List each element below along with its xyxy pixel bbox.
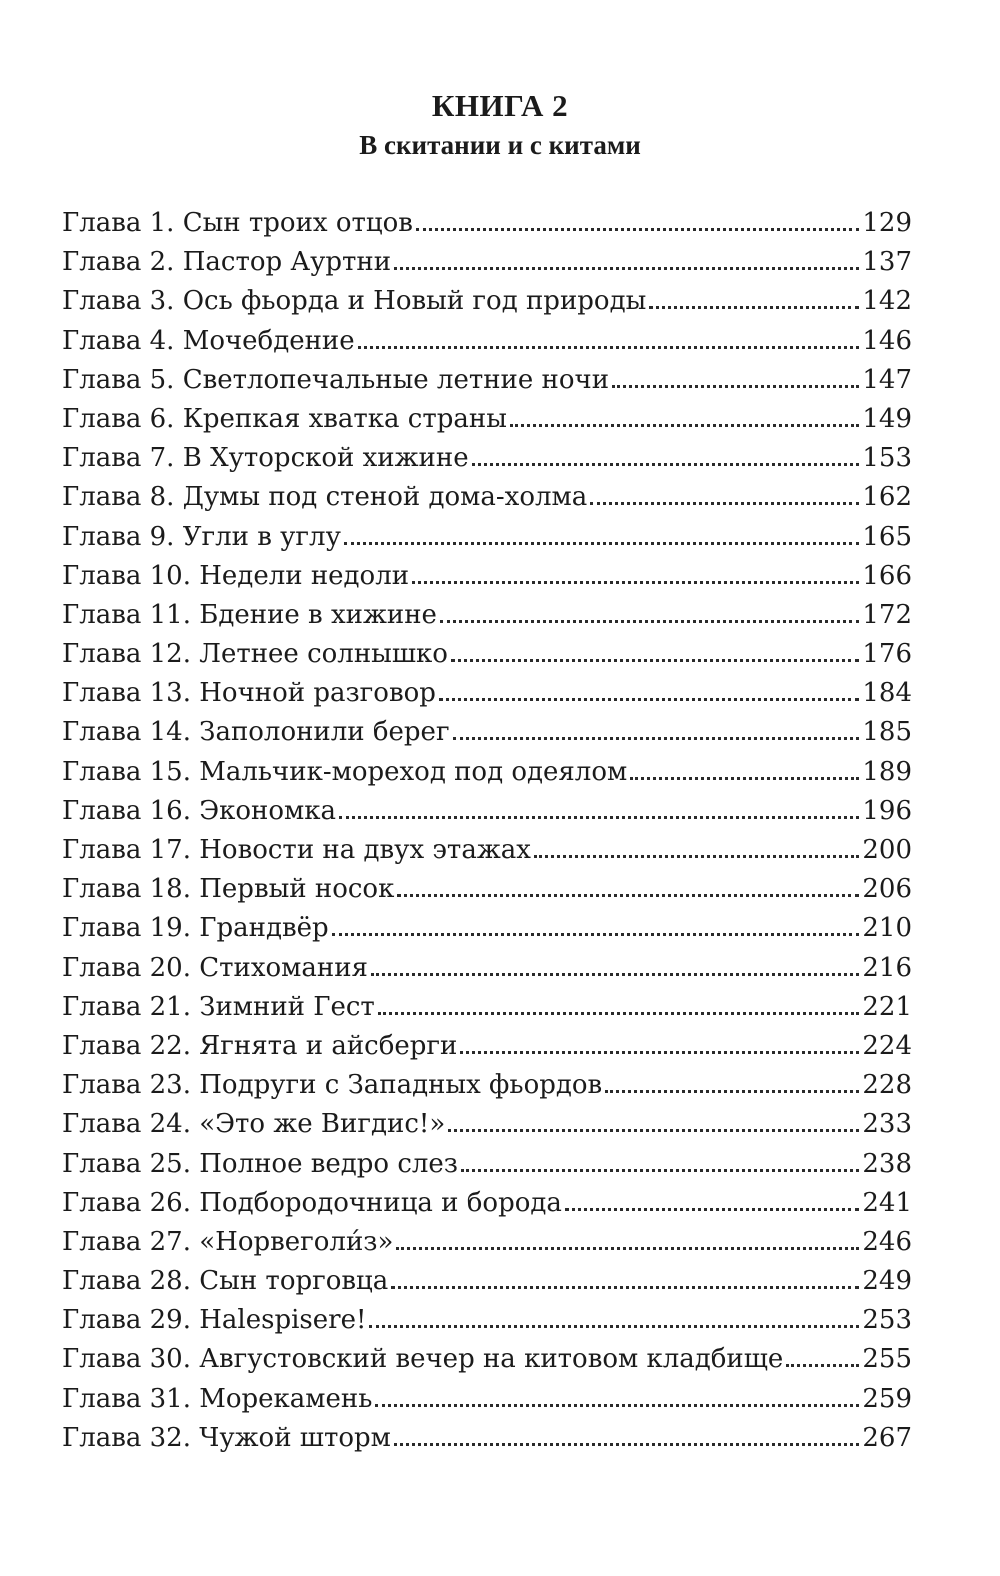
toc-dot-leader — [412, 581, 859, 584]
toc-page-number: 153 — [862, 443, 912, 474]
toc-entry — [62, 753, 912, 792]
toc-page-number: 233 — [862, 1109, 912, 1140]
toc-dot-leader — [461, 1169, 859, 1172]
toc-page-number: 210 — [862, 913, 912, 944]
toc-entry — [62, 674, 912, 713]
toc-chapter-title: Глава 16. Экономка — [62, 795, 337, 826]
toc-page-number: 149 — [862, 403, 912, 434]
toc-page-number: 129 — [862, 208, 912, 238]
toc-dot-leader — [358, 346, 860, 349]
toc-page-number: 184 — [862, 678, 912, 709]
toc-entry — [62, 243, 912, 282]
toc-page-number: 162 — [862, 482, 912, 513]
toc-entry — [62, 1380, 912, 1419]
toc-page-number: 238 — [862, 1148, 912, 1179]
book-subtitle: В скитании и с китами — [359, 130, 641, 160]
toc-chapter-title: Глава 15. Мальчик-мореход под одеялом — [62, 756, 628, 787]
toc-chapter-title: Глава 1. Сын троих отцов — [62, 208, 413, 238]
table-of-contents — [62, 204, 912, 1458]
toc-entry — [62, 1301, 912, 1340]
toc-entry — [62, 1340, 912, 1379]
toc-page-number: 255 — [862, 1344, 912, 1375]
toc-page-number: 189 — [862, 756, 912, 787]
toc-chapter-title: Глава 23. Подруги с Западных фьордов — [62, 1070, 603, 1101]
toc-dot-leader — [565, 1208, 859, 1211]
toc-dot-leader — [786, 1364, 859, 1367]
toc-chapter-title: Глава 20. Стихомания — [62, 952, 368, 983]
toc-page-number: 166 — [862, 560, 912, 591]
toc-dot-leader — [590, 502, 859, 505]
toc-chapter-title: Глава 9. Угли в углу — [62, 521, 341, 552]
toc-dot-leader — [371, 973, 859, 976]
toc-dot-leader — [396, 1247, 859, 1250]
toc-dot-leader — [605, 1090, 859, 1093]
toc-chapter-title: Глава 24. «Это же Вигдис!» — [62, 1109, 446, 1140]
toc-chapter-title: Глава 32. Чужой шторм — [62, 1422, 391, 1453]
toc-dot-leader — [391, 1286, 859, 1289]
toc-chapter-title: Глава 18. Первый носок — [62, 874, 395, 905]
toc-entry — [62, 322, 912, 361]
toc-chapter-title: Глава 13. Ночной разговор — [62, 678, 436, 709]
toc-dot-leader — [460, 1051, 859, 1054]
toc-entry — [62, 1419, 912, 1458]
toc-page-number: 142 — [862, 286, 912, 317]
toc-dot-leader — [649, 306, 859, 309]
toc-page-number: 249 — [862, 1266, 912, 1297]
toc-entry — [62, 988, 912, 1027]
toc-page-number: 253 — [862, 1305, 912, 1336]
toc-page-number: 224 — [862, 1030, 912, 1061]
toc-page-number: 246 — [862, 1226, 912, 1257]
toc-chapter-title: Глава 21. Зимний Гест — [62, 991, 375, 1022]
toc-dot-leader — [472, 463, 860, 466]
toc-dot-leader — [332, 933, 860, 936]
toc-dot-leader — [510, 424, 859, 427]
toc-entry — [62, 478, 912, 517]
toc-entry — [62, 909, 912, 948]
toc-dot-leader — [394, 1443, 859, 1446]
book-heading: КНИГА 2 — [431, 88, 569, 123]
toc-entry — [62, 831, 912, 870]
toc-chapter-title: Глава 29. Halespisere! — [62, 1305, 367, 1336]
toc-chapter-title: Глава 14. Заполонили берег — [62, 717, 450, 748]
toc-entry — [62, 204, 912, 243]
toc-dot-leader — [394, 267, 859, 270]
toc-page-number: 196 — [862, 795, 912, 826]
toc-entry — [62, 1027, 912, 1066]
toc-entry — [62, 518, 912, 557]
toc-dot-leader — [612, 385, 859, 388]
toc-chapter-title: Глава 3. Ось фьорда и Новый год природы — [62, 286, 647, 317]
toc-dot-leader — [344, 542, 859, 545]
toc-page-number: 259 — [862, 1383, 912, 1414]
toc-dot-leader — [416, 228, 859, 231]
toc-chapter-title: Глава 12. Летнее солнышко — [62, 639, 448, 670]
toc-dot-leader — [397, 894, 859, 897]
toc-chapter-title: Глава 17. Новости на двух этажах — [62, 835, 531, 865]
toc-chapter-title: Глава 2. Пастор Ауртни — [62, 247, 392, 278]
toc-page-number: 241 — [862, 1187, 912, 1218]
toc-page-number: 216 — [862, 952, 912, 983]
toc-entry — [62, 792, 912, 831]
toc-page-number: 137 — [862, 247, 912, 278]
toc-entry — [62, 1105, 912, 1144]
toc-entry — [62, 635, 912, 674]
toc-chapter-title: Глава 19. Грандвёр — [62, 913, 329, 944]
toc-dot-leader — [339, 816, 859, 819]
toc-page-number: 221 — [862, 991, 912, 1022]
toc-chapter-title: Глава 7. В Хуторской хижине — [62, 443, 469, 474]
toc-dot-leader — [534, 855, 859, 858]
toc-entry — [62, 557, 912, 596]
toc-page-number: 176 — [862, 639, 912, 670]
toc-chapter-title: Глава 10. Недели недоли — [62, 560, 410, 591]
toc-page-number: 165 — [862, 521, 912, 552]
toc-dot-leader — [378, 1012, 860, 1015]
toc-page-number: 147 — [862, 364, 912, 395]
toc-entry — [62, 949, 912, 988]
toc-page-number: 172 — [862, 599, 912, 630]
toc-page-number: 228 — [862, 1070, 912, 1101]
toc-chapter-title: Глава 27. «Норвеголи́з» — [62, 1226, 394, 1257]
toc-dot-leader — [630, 777, 859, 780]
toc-chapter-title: Глава 4. Мочебдение — [62, 325, 355, 356]
toc-chapter-title: Глава 11. Бдение в хижине — [62, 599, 437, 630]
toc-chapter-title: Глава 25. Полное ведро слез — [62, 1148, 458, 1179]
toc-page-number: 200 — [862, 835, 912, 865]
toc-chapter-title: Глава 6. Крепкая хватка страны — [62, 403, 507, 434]
toc-chapter-title: Глава 31. Морекамень — [62, 1383, 373, 1414]
toc-entry — [62, 713, 912, 752]
toc-entry — [62, 1223, 912, 1262]
toc-page-number: 206 — [862, 874, 912, 905]
toc-entry — [62, 1184, 912, 1223]
toc-page-number: 146 — [862, 325, 912, 356]
toc-entry — [62, 361, 912, 400]
toc-entry — [62, 400, 912, 439]
toc-dot-leader — [375, 1404, 859, 1407]
toc-dot-leader — [439, 698, 859, 701]
toc-entry — [62, 596, 912, 635]
toc-chapter-title: Глава 22. Ягнята и айсберги — [62, 1030, 458, 1061]
toc-entry — [62, 870, 912, 909]
toc-dot-leader — [448, 1129, 859, 1132]
toc-chapter-title: Глава 5. Светлопечальные летние ночи — [62, 364, 610, 395]
toc-dot-leader — [453, 737, 860, 740]
toc-entry — [62, 282, 912, 321]
toc-entry — [62, 1262, 912, 1301]
toc-entry — [62, 439, 912, 478]
toc-page-number: 185 — [862, 717, 912, 748]
toc-entry — [62, 1066, 912, 1105]
toc-dot-leader — [451, 659, 859, 662]
toc-page-number: 267 — [862, 1422, 912, 1453]
toc-chapter-title: Глава 8. Думы под стеной дома-холма — [62, 482, 588, 513]
toc-dot-leader — [369, 1325, 859, 1328]
toc-entry — [62, 1145, 912, 1184]
toc-dot-leader — [440, 620, 859, 623]
toc-chapter-title: Глава 28. Сын торговца — [62, 1266, 389, 1297]
toc-chapter-title: Глава 26. Подбородочница и борода — [62, 1187, 562, 1218]
toc-chapter-title: Глава 30. Августовский вечер на китовом кладбище — [62, 1344, 784, 1375]
